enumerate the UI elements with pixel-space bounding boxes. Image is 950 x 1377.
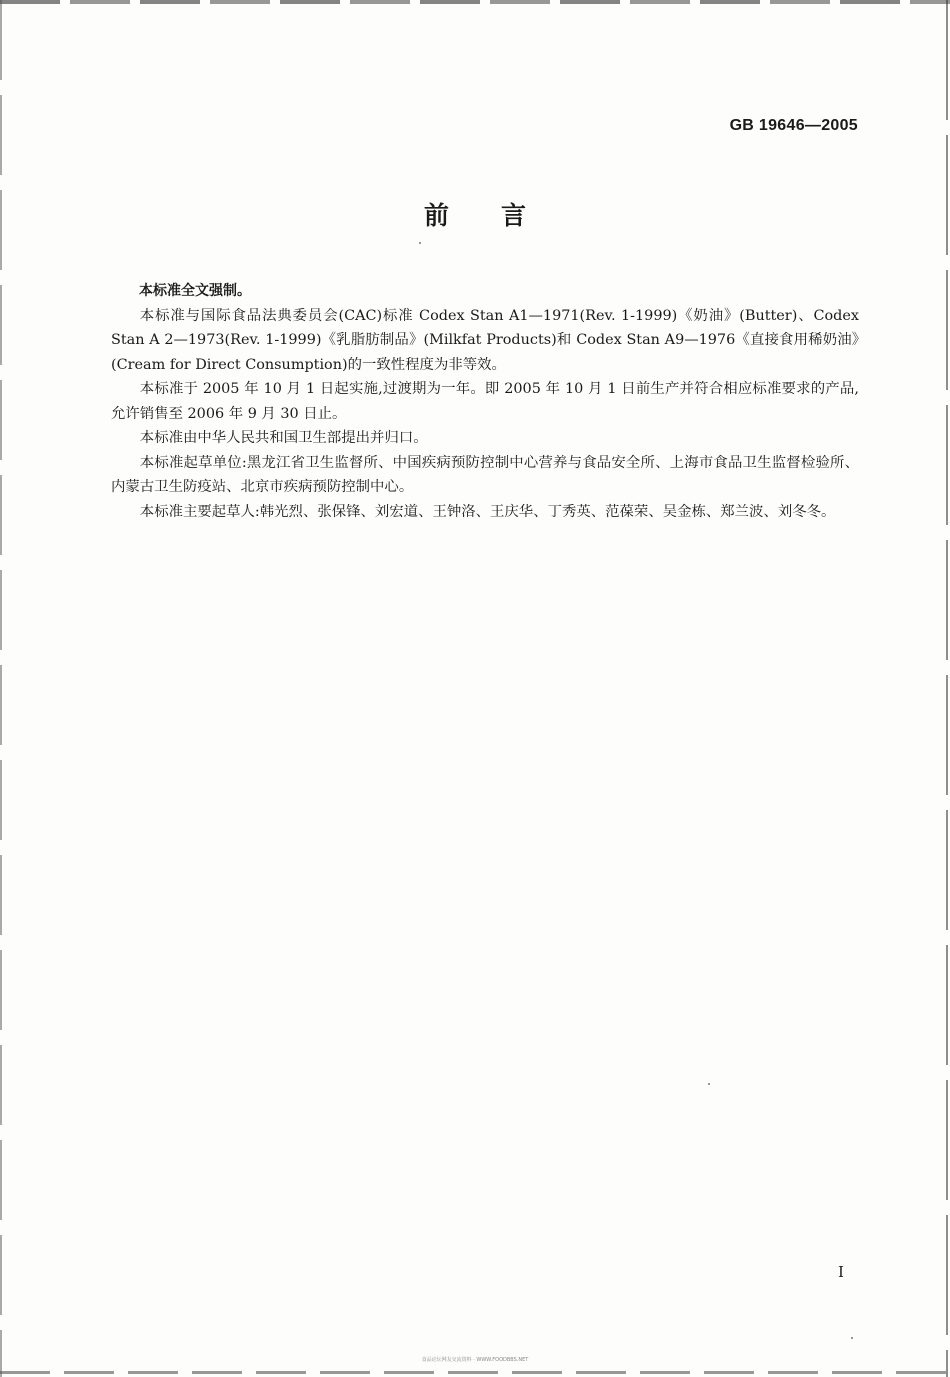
scan-speck (708, 1083, 710, 1085)
page-title: 前言 (423, 201, 578, 230)
paragraph-proposer: 本标准由中华人民共和国卫生部提出并归口。 (139, 430, 428, 446)
scan-edge-top (0, 0, 950, 4)
paragraph-drafting-units: 本标准起草单位:黑龙江省卫生监督所、中国疾病预防控制中心营养与食品安全所、上海市食品卫生监督检验所、内蒙古卫生防疫站、北京市疾病预防控制中心。 (111, 454, 859, 495)
scan-speck (419, 242, 421, 244)
page-number: I (838, 1263, 844, 1281)
footer-watermark: 食品论坛网友交流资料 · WWW.FOODBBS.NET (421, 1357, 529, 1363)
paragraph-implementation-date: 本标准于 2005 年 10 月 1 日起实施,过渡期为一年。即 2005 年 10 月 1 日前生产并符合相应标准要求的产品,允许销售至 2006 年 9 月 30 日止。 (111, 381, 859, 422)
scan-edge-bottom (0, 1371, 950, 1374)
scan-speck (851, 1337, 853, 1339)
paragraph-equivalence: 本标准与国际食品法典委员会(CAC)标准 Codex Stan A1—1971(Rev. 1-1999)《奶油》(Butter)、Codex Stan A 2—1973(Rev. 1-1999)《乳脂肪制品》(Milkfat Products)和 Codex Stan A9—1976《直接食用稀奶油》(Cream for Direct Consumption)的一致性程度为非等效。 (111, 307, 859, 373)
paragraph-drafters: 本标准主要起草人:韩光烈、张保锋、刘宏道、王钟洛、王庆华、丁秀英、范葆荣、吴金栋、郑兰波、刘冬冬。 (139, 503, 836, 520)
standard-code: GB 19646—2005 (729, 117, 858, 134)
paragraph-mandatory-statement: 本标准全文强制。 (139, 283, 251, 299)
foreword-body (111, 279, 859, 524)
